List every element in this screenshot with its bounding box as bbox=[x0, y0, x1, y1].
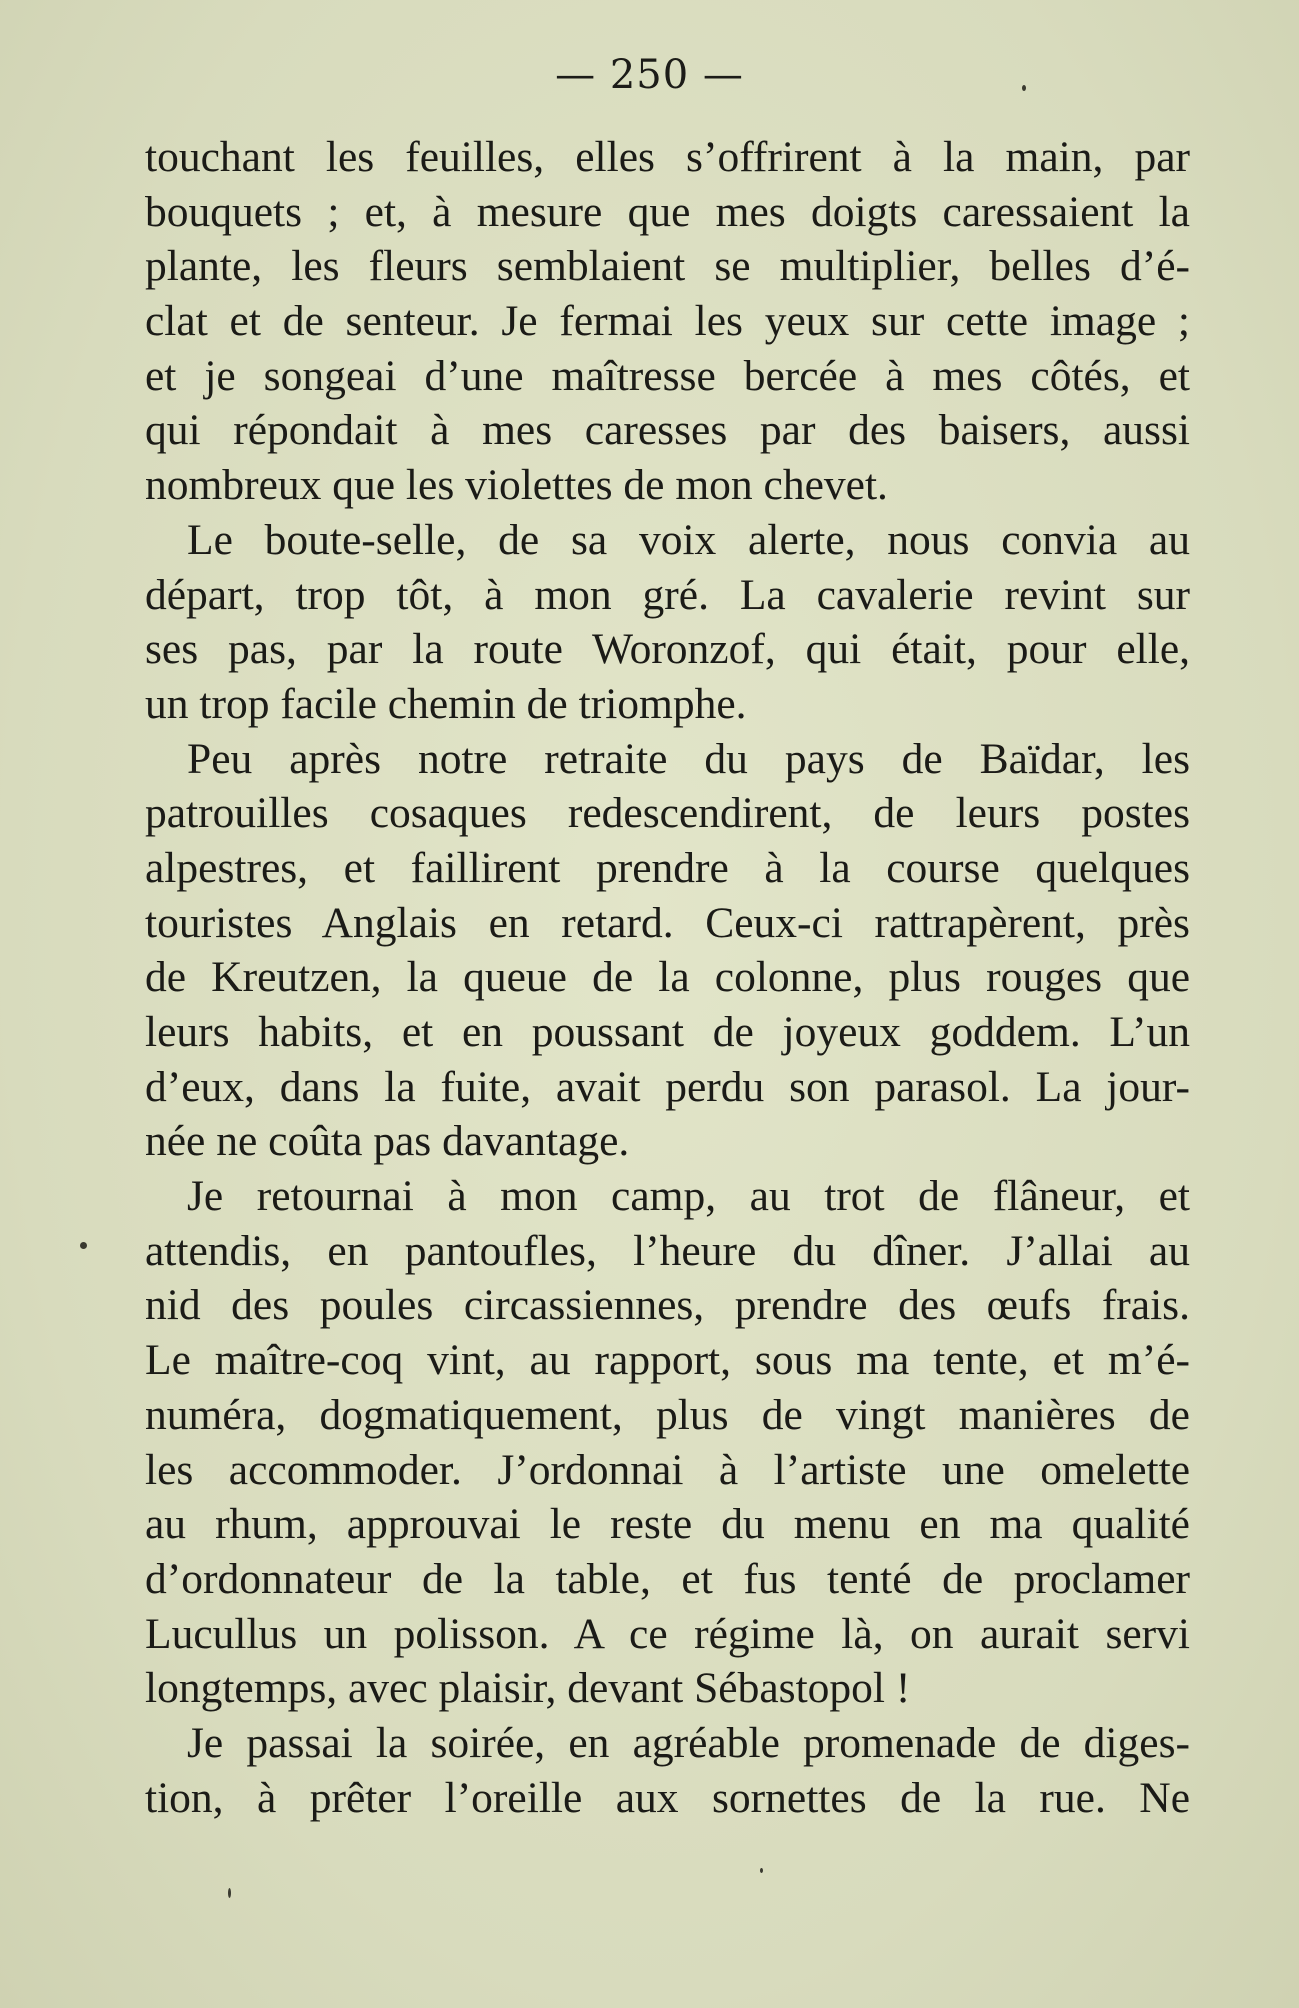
text-line: longtemps, avec plaisir, devant Sébastopol ! bbox=[145, 1664, 911, 1713]
print-speck bbox=[228, 1888, 231, 1898]
text-line: née ne coûta pas davantage. bbox=[145, 1117, 630, 1166]
text-line: d’ordonnateur de la table, et fus tenté de proclamer bbox=[145, 1554, 1190, 1603]
text-line: un trop facile chemin de triomphe. bbox=[145, 679, 747, 728]
text-line: touristes Anglais en retard. Ceux-ci rattrapèrent, près bbox=[145, 898, 1190, 947]
text-line: plante, les fleurs semblaient se multiplier, belles d’é- bbox=[145, 242, 1190, 291]
text-line: qui répondait à mes caresses par des baisers, aussi bbox=[145, 406, 1190, 455]
print-speck bbox=[760, 1868, 763, 1873]
text-line: patrouilles cosaques redescendirent, de leurs postes bbox=[145, 789, 1190, 838]
text-line: Peu après notre retraite du pays de Baïdar, les bbox=[187, 734, 1190, 783]
text-line: au rhum, approuvai le reste du menu en ma qualité bbox=[145, 1500, 1190, 1549]
text-line: départ, trop tôt, à mon gré. La cavalerie revint sur bbox=[145, 570, 1190, 619]
text-line: touchant les feuilles, elles s’offrirent à la main, par bbox=[145, 133, 1190, 181]
text-line: leurs habits, et en poussant de joyeux goddem. L’un bbox=[145, 1008, 1190, 1056]
text-line: tion, à prêter l’oreille aux sornettes de la rue. Ne bbox=[145, 1773, 1190, 1822]
text-line: Le maître-coq vint, au rapport, sous ma tente, et m’é- bbox=[145, 1336, 1190, 1385]
text-line: les accommoder. J’ordonnai à l’artiste une omelette bbox=[145, 1445, 1190, 1494]
text-line: attendis, en pantoufles, l’heure du dîner. J’allai au bbox=[145, 1226, 1190, 1275]
text-line: Lucullus un polisson. A ce régime là, on aurait servi bbox=[145, 1609, 1190, 1658]
text-line: ses pas, par la route Woronzof, qui était, pour elle, bbox=[145, 625, 1190, 674]
text-line: Je retournai à mon camp, au trot de flâneur, et bbox=[187, 1172, 1190, 1221]
print-speck bbox=[80, 1242, 87, 1249]
text-line: Je passai la soirée, en agréable promenade de diges- bbox=[187, 1718, 1190, 1767]
text-line: et je songeai d’une maîtresse bercée à mes côtés, et bbox=[145, 351, 1190, 400]
print-speck bbox=[1022, 85, 1026, 91]
text-line: numéra, dogmatiquement, plus de vingt manières de bbox=[145, 1390, 1190, 1439]
text-line: alpestres, et faillirent prendre à la course quelques bbox=[145, 843, 1190, 892]
body-text bbox=[145, 130, 1190, 1825]
text-line: nid des poules circassiennes, prendre des œufs frais. bbox=[145, 1281, 1190, 1330]
text-line: de Kreutzen, la queue de la colonne, plus rouges que bbox=[145, 953, 1190, 1002]
text-line: nombreux que les violettes de mon chevet. bbox=[145, 461, 888, 510]
text-line: bouquets ; et, à mesure que mes doigts caressaient la bbox=[145, 187, 1190, 236]
page-number: — 250 — bbox=[555, 52, 744, 98]
text-line: d’eux, dans la fuite, avait perdu son parasol. La jour- bbox=[145, 1062, 1190, 1111]
text-line: Le boute-selle, de sa voix alerte, nous convia au bbox=[187, 515, 1190, 564]
text-line: clat et de senteur. Je fermai les yeux sur cette image ; bbox=[145, 297, 1190, 346]
